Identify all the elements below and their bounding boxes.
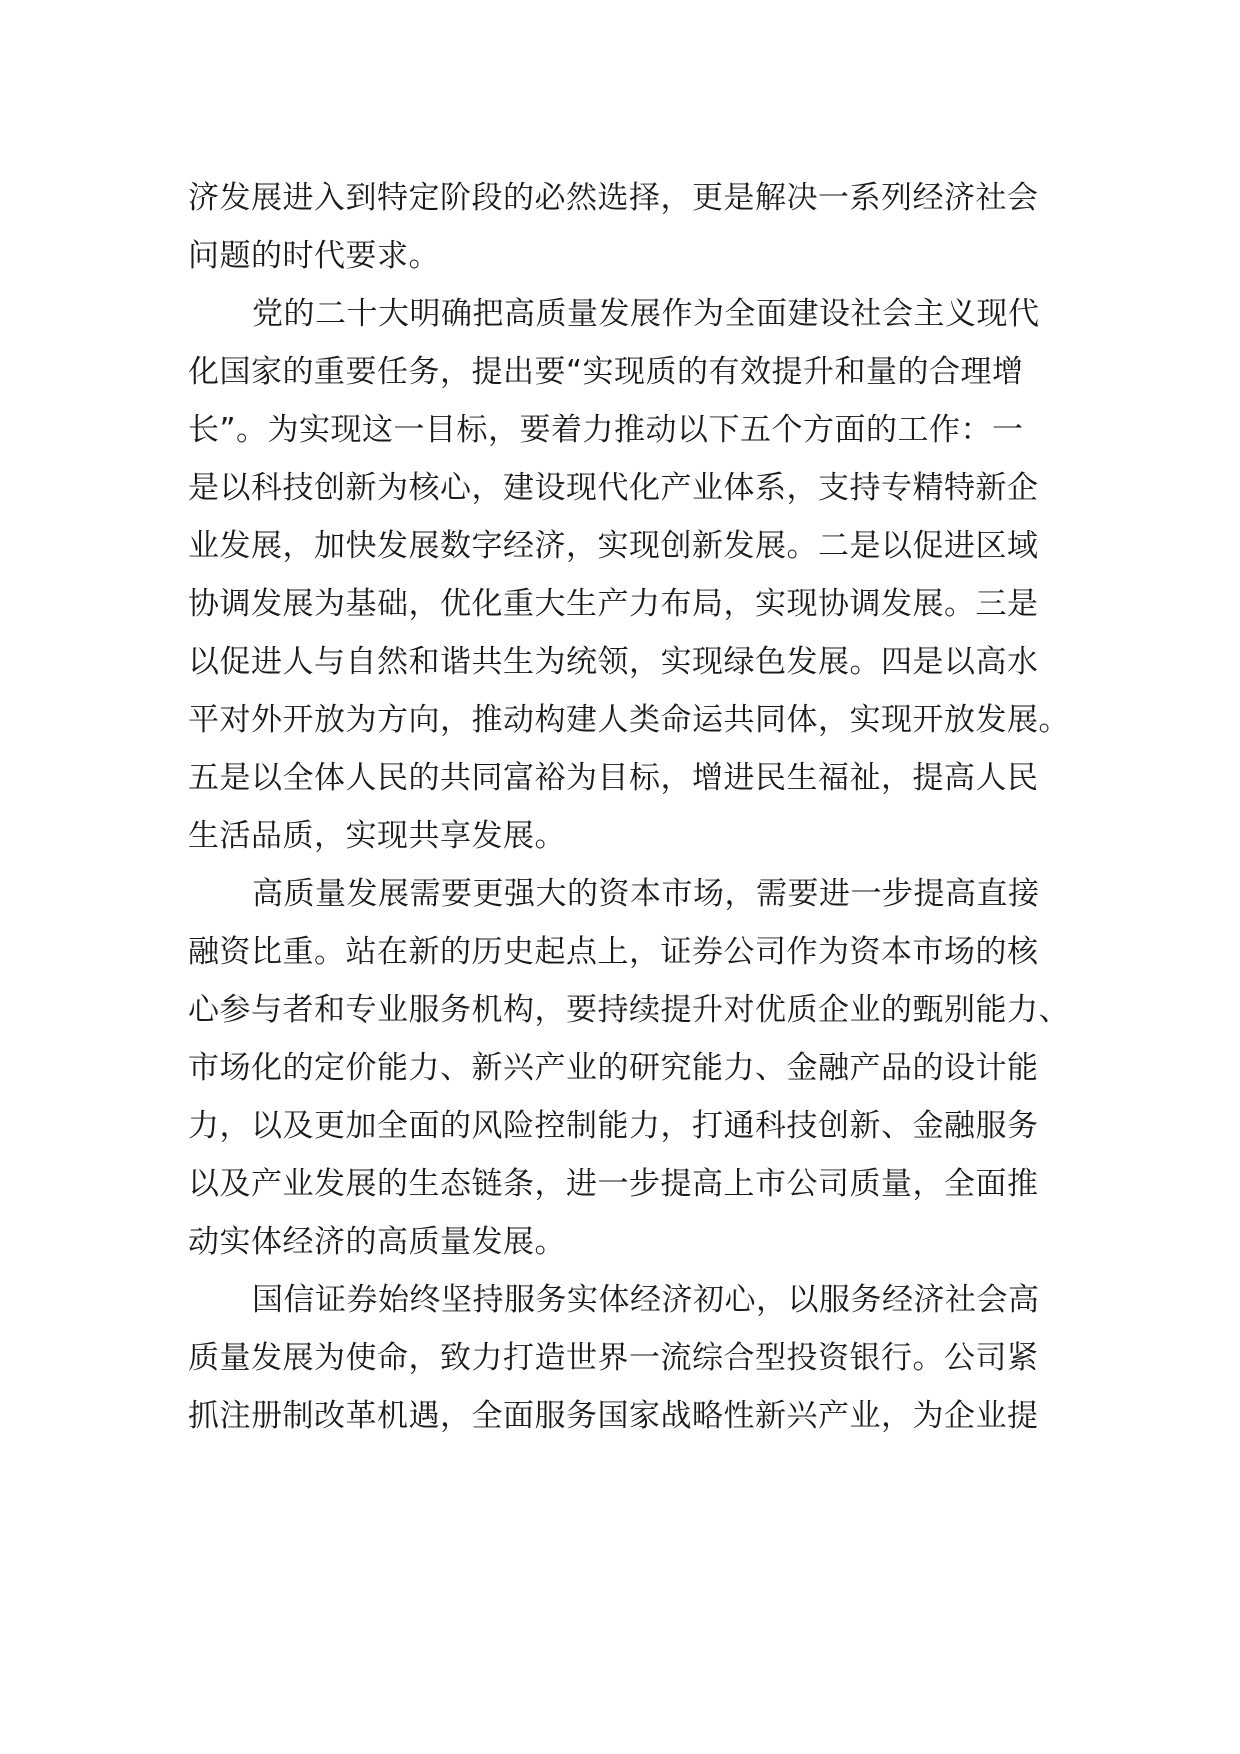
text-line: 以促进人与自然和谐共生为统领，实现绿色发展。四是以高水 [188,644,1039,680]
text-line: 力，以及更加全面的风险控制能力，打通科技创新、金融服务 [188,1108,1039,1144]
text-line: 心参与者和专业服务机构，要持续提升对优质企业的甄别能力、 [188,992,1070,1028]
text-line: 五是以全体人民的共同富裕为目标，增进民生福祉，提高人民 [188,760,1039,796]
text-line: 生活品质，实现共享发展。 [188,818,566,854]
text-line: 动实体经济的高质量发展。 [188,1224,566,1260]
text-line: 协调发展为基础，优化重大生产力布局，实现协调发展。三是 [188,586,1039,622]
text-line: 以及产业发展的生态链条，进一步提高上市公司质量，全面推 [188,1166,1039,1202]
text-line: 长”。为实现这一目标，要着力推动以下五个方面的工作：一 [188,412,1024,448]
paragraph-first-line: 国信证券始终坚持服务实体经济初心，以服务经济社会高 [252,1282,1040,1318]
text-line: 平对外开放为方向，推动构建人类命运共同体，实现开放发展。 [188,702,1070,738]
text-line: 抓注册制改革机遇，全面服务国家战略性新兴产业，为企业提 [188,1398,1039,1434]
text-line: 济发展进入到特定阶段的必然选择，更是解决一系列经济社会 [188,180,1039,216]
text-line: 化国家的重要任务，提出要“实现质的有效提升和量的合理增 [188,354,1024,390]
text-line: 业发展，加快发展数字经济，实现创新发展。二是以促进区域 [188,528,1039,564]
text-line: 融资比重。站在新的历史起点上，证券公司作为资本市场的核 [188,934,1039,970]
text-line: 是以科技创新为核心，建设现代化产业体系，支持专精特新企 [188,470,1039,506]
text-line: 市场化的定价能力、新兴产业的研究能力、金融产品的设计能 [188,1050,1039,1086]
paragraph-first-line: 高质量发展需要更强大的资本市场，需要进一步提高直接 [252,876,1040,912]
text-line: 问题的时代要求。 [188,238,440,274]
text-line: 质量发展为使命，致力打造世界一流综合型投资银行。公司紧 [188,1340,1039,1376]
paragraph-first-line: 党的二十大明确把高质量发展作为全面建设社会主义现代 [252,296,1040,332]
